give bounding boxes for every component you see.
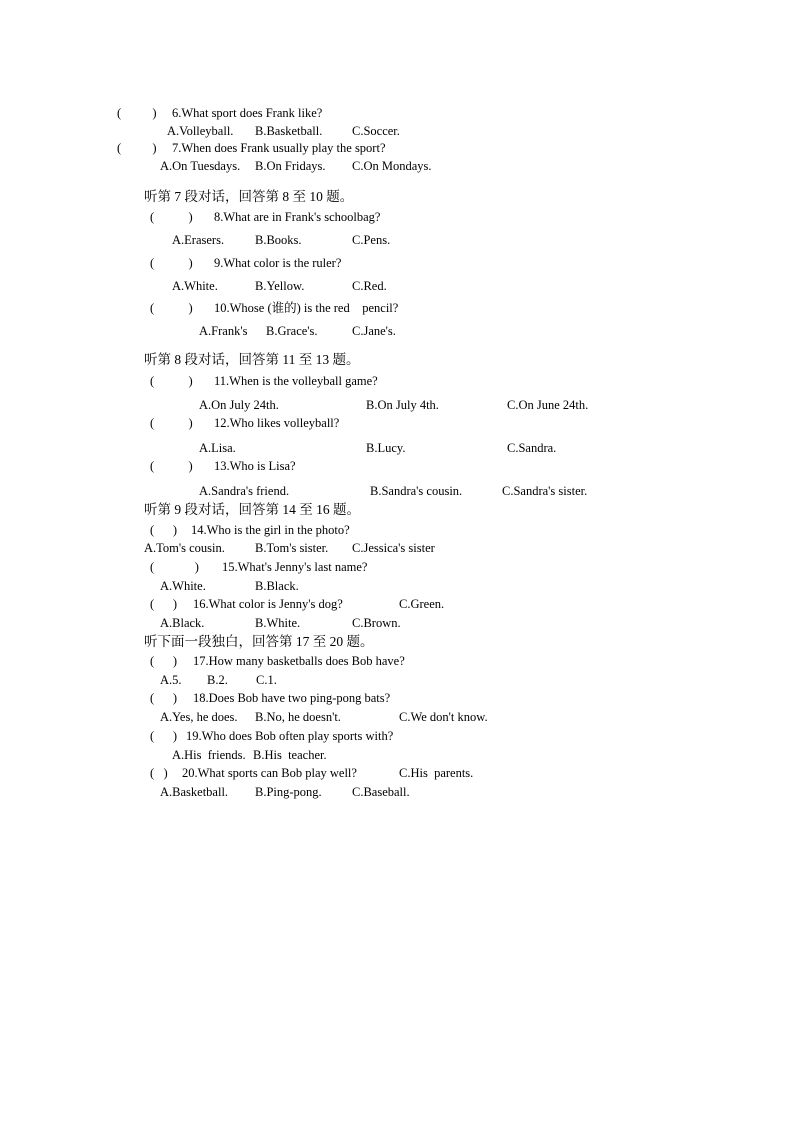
answer-blank-q12: ( ) <box>150 416 193 430</box>
q12-option-b: B.Lucy. <box>366 441 406 455</box>
q12-option-a: A.Lisa. <box>199 441 236 455</box>
answer-blank-q11: ( ) <box>150 374 193 388</box>
answer-blank-q6: ( ) <box>117 106 157 120</box>
q7-option-b: B.On Fridays. <box>255 159 326 173</box>
question-14: 14.Who is the girl in the photo? <box>191 523 350 537</box>
section-heading-monologue: 听下面一段独白，回答第 17 至 20 题。 <box>144 634 374 649</box>
q10-option-b: B.Grace's. <box>266 324 318 338</box>
q16-option-a: A.Black. <box>160 616 205 630</box>
q19-option-a: A.His friends. <box>172 748 246 762</box>
section-heading-dialogue-7: 听第 7 段对话，回答第 8 至 10 题。 <box>144 189 354 204</box>
q20-option-a: A.Basketball. <box>160 785 229 799</box>
q18-option-b: B.No, he doesn't. <box>255 710 341 724</box>
q14-option-b: B.Tom's sister. <box>255 541 329 555</box>
answer-blank-q18: ( ) <box>150 691 178 705</box>
answer-blank-q8: ( ) <box>150 210 193 224</box>
q6-option-b: B.Basketball. <box>255 124 323 138</box>
question-10: 10.Whose (谁的) is the red pencil? <box>214 301 399 315</box>
q8-option-c: C.Pens. <box>352 233 391 247</box>
answer-blank-q14: ( ) <box>150 523 178 537</box>
section-heading-dialogue-9: 听第 9 段对话，回答第 14 至 16 题。 <box>144 502 360 517</box>
q7-option-c: C.On Mondays. <box>352 159 432 173</box>
q11-option-c: C.On June 24th. <box>507 398 589 412</box>
answer-blank-q10: ( ) <box>150 301 193 315</box>
q13-option-c: C.Sandra's sister. <box>502 484 588 498</box>
question-15: 15.What's Jenny's last name? <box>222 560 368 574</box>
q8-option-b: B.Books. <box>255 233 302 247</box>
q18-option-c: C.We don't know. <box>399 710 488 724</box>
q16-option-b: B.White. <box>255 616 301 630</box>
q12-option-c: C.Sandra. <box>507 441 557 455</box>
q10-option-c: C.Jane's. <box>352 324 396 338</box>
q20-option-c-parents: C.His parents. <box>399 766 474 780</box>
question-9: 9.What color is the ruler? <box>214 256 342 270</box>
q9-option-c: C.Red. <box>352 279 387 293</box>
question-16: 16.What color is Jenny's dog? <box>193 597 343 611</box>
answer-blank-q19: ( ) <box>150 729 178 743</box>
answer-blank-q15: ( ) <box>150 560 199 574</box>
q10-option-a: A.Frank's <box>199 324 248 338</box>
q16-option-c-green: C.Green. <box>399 597 445 611</box>
q6-option-a: A.Volleyball. <box>167 124 234 138</box>
q15-option-a: A.White. <box>160 579 206 593</box>
answer-blank-q20: ( ) <box>150 766 168 780</box>
answer-blank-q13: ( ) <box>150 459 193 473</box>
answer-blank-q7: ( ) <box>117 141 157 155</box>
q11-option-b: B.On July 4th. <box>366 398 439 412</box>
q17-option-a: A.5. <box>160 673 182 687</box>
question-17: 17.How many basketballs does Bob have? <box>193 654 405 668</box>
q9-option-b: B.Yellow. <box>255 279 305 293</box>
question-7: 7.When does Frank usually play the sport? <box>172 141 386 155</box>
q13-option-a: A.Sandra's friend. <box>199 484 290 498</box>
question-6: 6.What sport does Frank like? <box>172 106 323 120</box>
question-12: 12.Who likes volleyball? <box>214 416 340 430</box>
question-19: 19.Who does Bob often play sports with? <box>186 729 394 743</box>
q9-option-a: A.White. <box>172 279 218 293</box>
answer-blank-q16: ( ) <box>150 597 178 611</box>
q14-option-a: A.Tom's cousin. <box>144 541 225 555</box>
q18-option-a: A.Yes, he does. <box>160 710 238 724</box>
question-13: 13.Who is Lisa? <box>214 459 296 473</box>
q13-option-b: B.Sandra's cousin. <box>370 484 463 498</box>
q11-option-a: A.On July 24th. <box>199 398 279 412</box>
answer-blank-q17: ( ) <box>150 654 178 668</box>
q8-option-a: A.Erasers. <box>172 233 225 247</box>
answer-blank-q9: ( ) <box>150 256 193 270</box>
q6-option-c: C.Soccer. <box>352 124 400 138</box>
q14-option-c: C.Jessica's sister <box>352 541 435 555</box>
q15-option-b: B.Black. <box>255 579 299 593</box>
question-8: 8.What are in Frank's schoolbag? <box>214 210 381 224</box>
q17-option-c: C.1. <box>256 673 277 687</box>
q17-option-b: B.2. <box>207 673 228 687</box>
q16-option-c-brown: C.Brown. <box>352 616 401 630</box>
q7-option-a: A.On Tuesdays. <box>160 159 241 173</box>
q20-option-c-baseball: C.Baseball. <box>352 785 410 799</box>
question-11: 11.When is the volleyball game? <box>214 374 378 388</box>
section-heading-dialogue-8: 听第 8 段对话，回答第 11 至 13 题。 <box>144 352 360 367</box>
q20-option-b: B.Ping-pong. <box>255 785 322 799</box>
question-20: 20.What sports can Bob play well? <box>182 766 357 780</box>
question-18: 18.Does Bob have two ping-pong bats? <box>193 691 391 705</box>
q19-option-b: B.His teacher. <box>253 748 327 762</box>
